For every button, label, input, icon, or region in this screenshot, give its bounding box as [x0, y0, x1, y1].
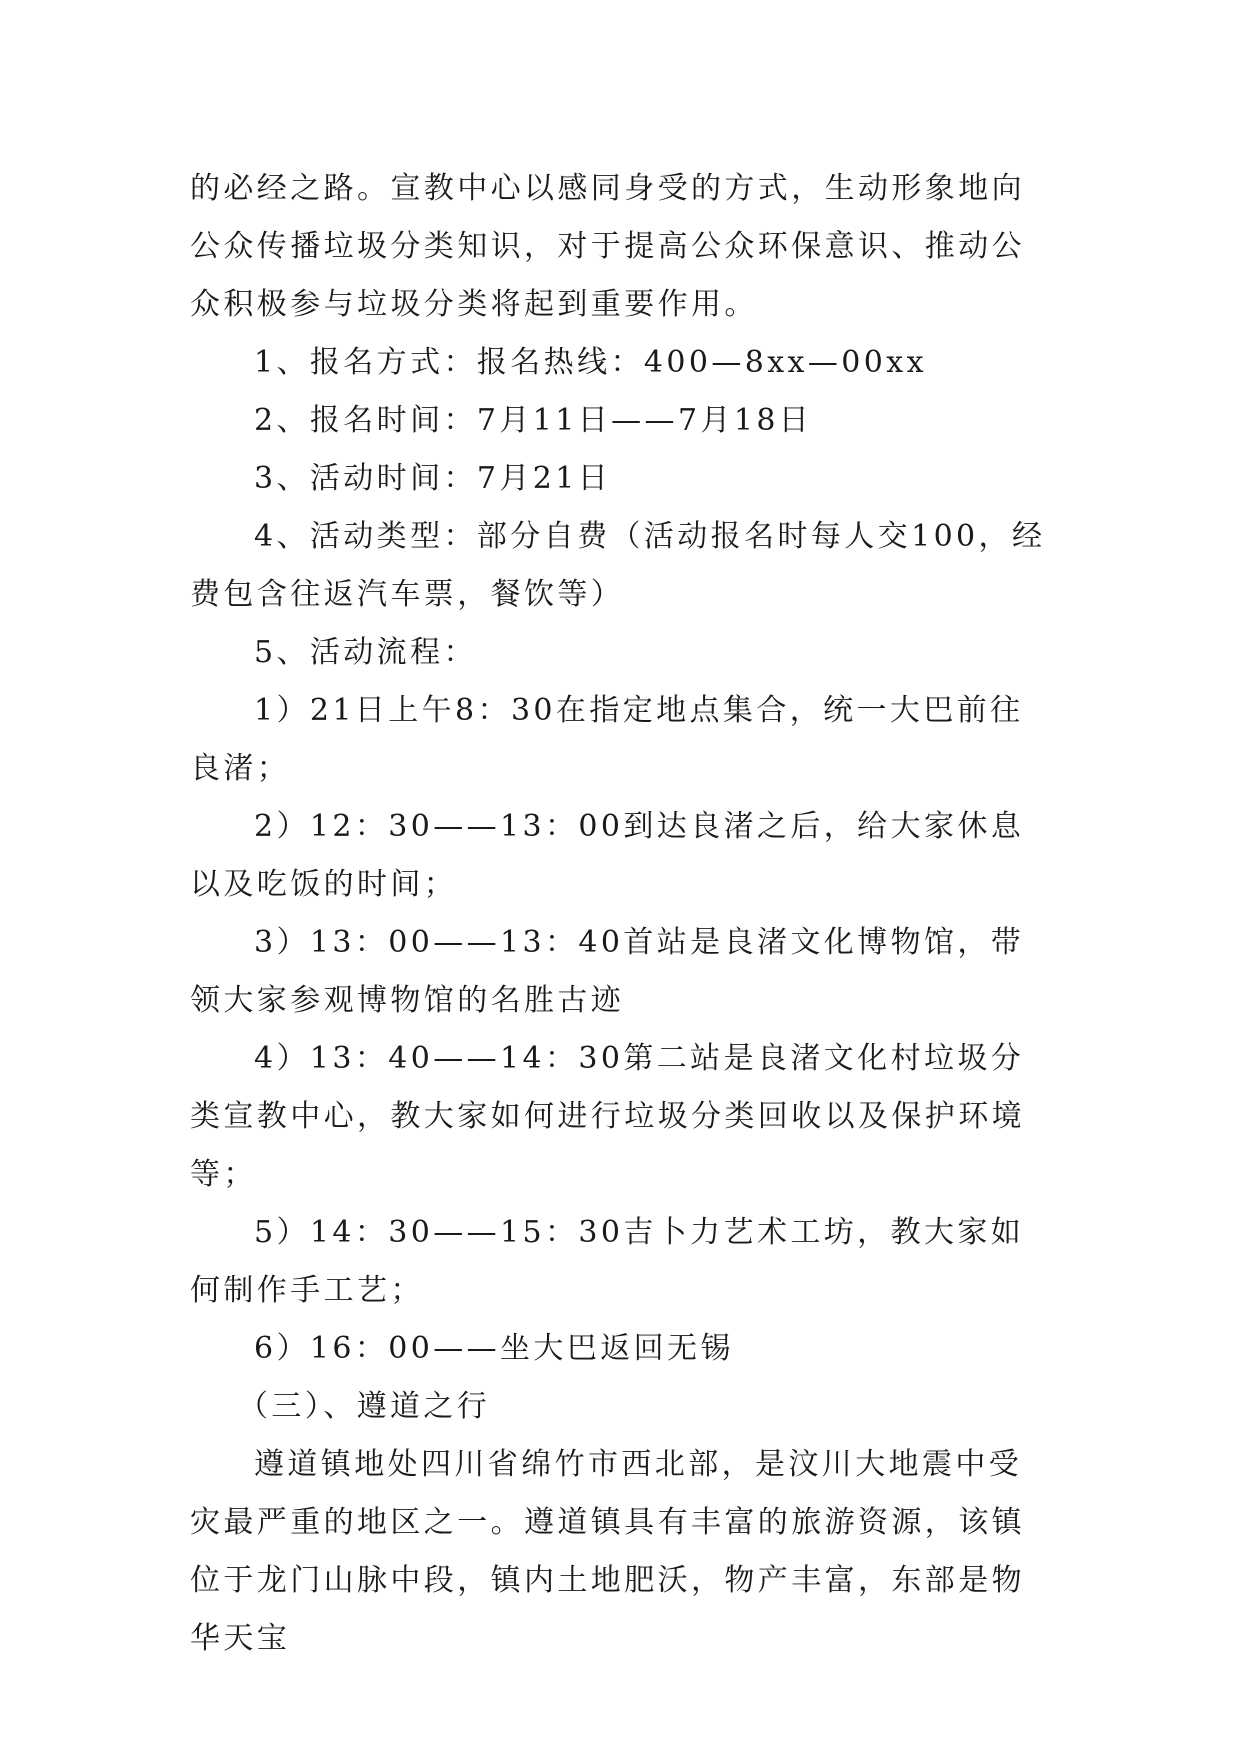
paragraph-step-5: 5）14：30——15：30吉卜力艺术工坊，教大家如何制作手工艺；	[190, 1215, 1025, 1308]
paragraph-activity-type: 4、活动类型：部分自费（活动报名时每人交100，经费包含往返汽车票，餐饮等）	[190, 519, 1046, 612]
paragraph-registration-method: 1、报名方式：报名热线：400—8xx—00xx	[254, 345, 927, 380]
paragraph-step-3: 3）13：00——13：40首站是良渚文化博物馆，带领大家参观博物馆的名胜古迹	[190, 925, 1025, 1018]
paragraph-intro: 的必经之路。宣教中心以感同身受的方式，生动形象地向公众传播垃圾分类知识，对于提高公众环保意识、推动公众积极参与垃圾分类将起到重要作用。	[190, 171, 1025, 322]
paragraph-activity-time: 3、活动时间：7月21日	[254, 461, 612, 496]
paragraph-step-1: 1）21日上午8：30在指定地点集合，统一大巴前往良渚；	[190, 693, 1024, 786]
section-heading: （三）、遵道之行	[238, 1389, 491, 1424]
document-body	[190, 160, 1050, 1668]
paragraph-step-4: 4）13：40——14：30第二站是良渚文化村垃圾分类宣教中心，教大家如何进行垃圾分类回收以及保护环境等；	[190, 1041, 1025, 1192]
paragraph-registration-time: 2、报名时间：7月11日——7月18日	[254, 403, 813, 438]
paragraph-activity-process: 5、活动流程：	[254, 635, 477, 670]
paragraph-step-6: 6）16：00——坐大巴返回无锡	[254, 1331, 734, 1366]
paragraph-zundao: 遵道镇地处四川省绵竹市西北部，是汶川大地震中受灾最严重的地区之一。遵道镇具有丰富的旅游资源，该镇位于龙门山脉中段，镇内土地肥沃，物产丰富，东部是物华天宝	[190, 1447, 1025, 1656]
paragraph-step-2: 2）12：30——13：00到达良渚之后，给大家休息以及吃饭的时间；	[190, 809, 1025, 902]
